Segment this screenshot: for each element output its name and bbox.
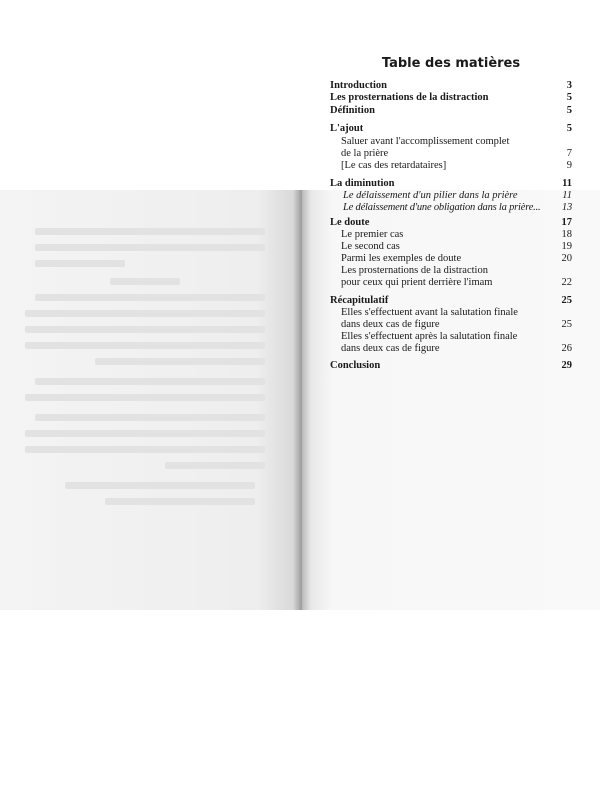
toc-entry: [Le cas des retardataires] 9: [341, 160, 572, 171]
toc-entry: Introduction 3: [330, 80, 572, 91]
toc-title: Table des matières: [381, 56, 521, 71]
toc-entry: Le premier cas 18: [341, 229, 572, 240]
toc-entry: Parmi les exemples de doute 20: [341, 253, 572, 264]
toc-entry: Le délaissement d'un pilier dans la prière 11: [343, 190, 572, 201]
toc-entry: dans deux cas de figure 25: [341, 319, 572, 330]
toc-entry: Elles s'effectuent avant la salutation finale: [341, 307, 518, 318]
toc-entry: pour ceux qui prient derrière l'imam 22: [341, 277, 572, 288]
toc-entry: Définition 5: [330, 105, 572, 116]
toc-entry: Elles s'effectuent après la salutation finale: [341, 331, 518, 342]
toc-entry: L'ajout 5: [330, 123, 572, 134]
toc-entry: dans deux cas de figure 26: [341, 343, 572, 354]
toc-entry: Les prosternations de la distraction 5: [330, 92, 572, 103]
toc-entry: Le second cas 19: [341, 241, 572, 252]
toc-entry: La diminution 11: [330, 178, 572, 189]
toc-entry: Saluer avant l'accomplissement complet: [341, 136, 510, 147]
toc-entry: de la prière 7: [341, 148, 572, 159]
left-page-bleed-through: [0, 190, 302, 610]
toc-entry: Le délaissement d'une obligation dans la prière... 13: [343, 202, 572, 213]
toc-entry: Récapitulatif 25: [330, 295, 572, 306]
toc-entry: Le doute 17: [330, 217, 572, 228]
toc-entry: Conclusion 29: [330, 360, 572, 371]
toc-entry: Les prosternations de la distraction: [341, 265, 488, 276]
